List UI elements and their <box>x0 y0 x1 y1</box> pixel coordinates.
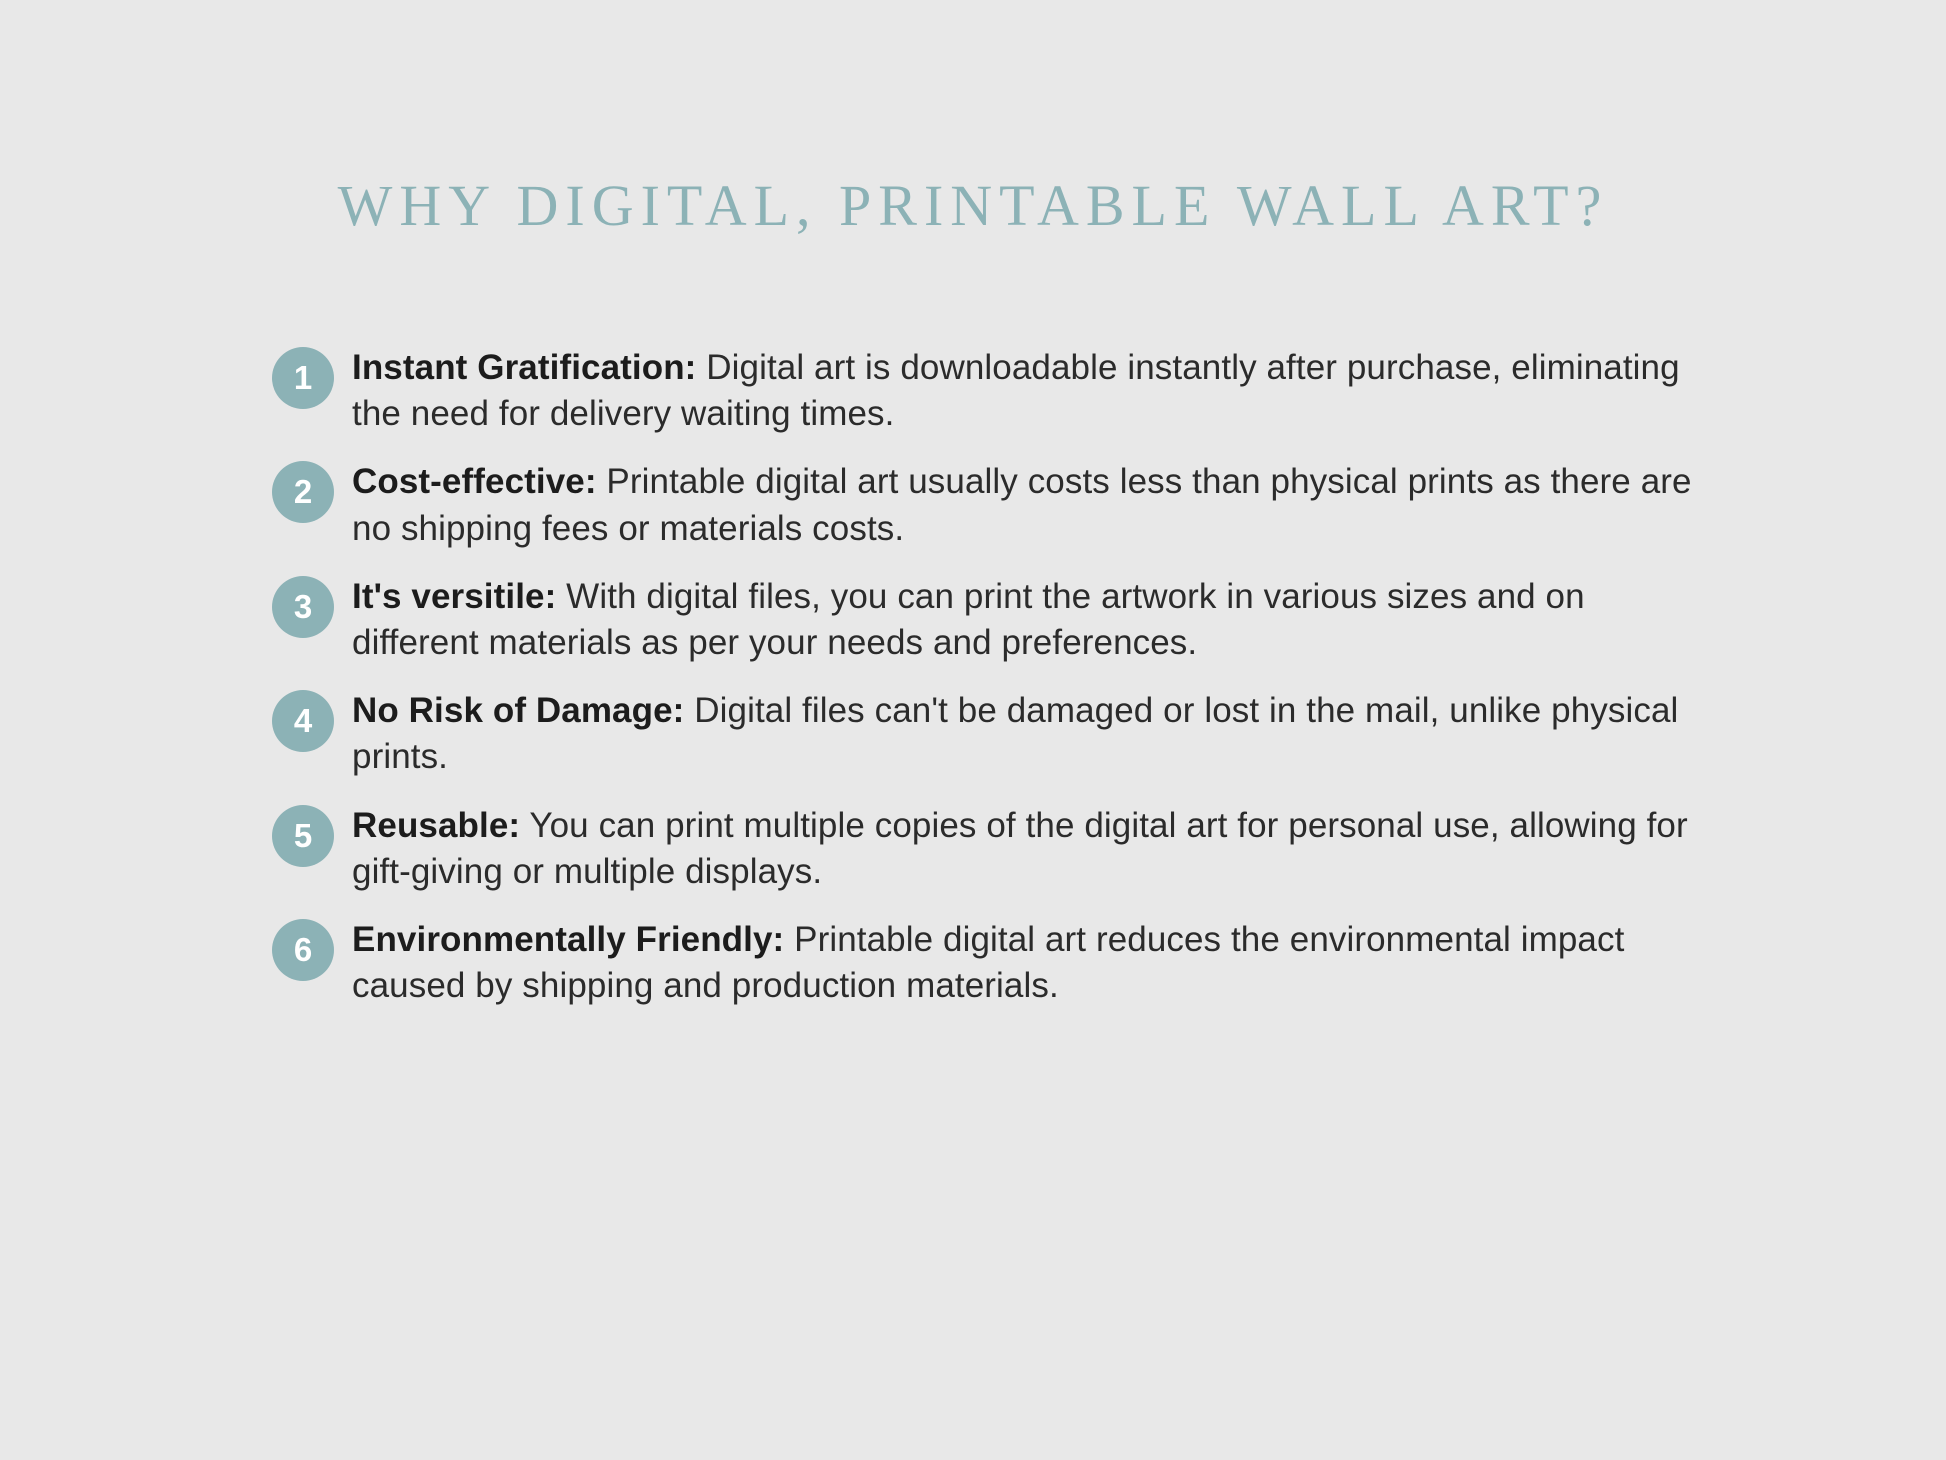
list-item-text <box>352 459 1692 551</box>
list-item <box>272 917 1692 1009</box>
list-item <box>272 574 1692 666</box>
page-title: WHY DIGITAL, PRINTABLE WALL ART? <box>337 173 1609 238</box>
benefits-list <box>272 345 1692 1031</box>
list-item-body: Printable digital art usually costs less than physical prints as there are no shipping fees or materials costs. <box>352 462 1692 548</box>
list-item-body: Printable digital art reduces the environmental impact caused by shipping and production materials. <box>352 919 1625 1006</box>
list-item-number-badge: 4 <box>272 690 334 752</box>
list-item <box>272 688 1692 780</box>
list-item-lead: Environmentally Friendly: <box>352 919 785 959</box>
list-item-body: With digital files, you can print the artwork in various sizes and on different materials as per your needs and preferences. <box>352 576 1585 662</box>
list-item-number-badge: 5 <box>272 805 334 867</box>
list-item-number-badge: 1 <box>272 347 334 409</box>
list-item <box>272 345 1692 437</box>
list-item <box>272 459 1692 551</box>
list-item <box>272 803 1692 895</box>
list-item-lead: Cost-effective: <box>352 462 597 502</box>
list-item-text <box>352 688 1692 780</box>
list-item-body: You can print multiple copies of the digital art for personal use, allowing for gift-giving or multiple displays. <box>352 805 1688 891</box>
list-item-text <box>352 917 1692 1009</box>
list-item-text <box>352 803 1692 895</box>
list-item-lead: Instant Gratification: <box>352 348 697 387</box>
list-item-number-badge: 2 <box>272 461 334 523</box>
list-item-lead: No Risk of Damage: <box>352 691 685 731</box>
list-item-lead: Reusable: <box>352 805 521 845</box>
list-item-body: Digital files can't be damaged or lost in the mail, unlike physical prints. <box>352 691 1679 777</box>
list-item-text <box>352 345 1692 437</box>
list-item-body: Digital art is downloadable instantly after purchase, eliminating the need for delivery waiting times. <box>352 348 1680 434</box>
list-item-number-badge: 3 <box>272 576 334 638</box>
list-item-lead: It's versitile: <box>352 576 557 616</box>
list-item-text <box>352 574 1692 666</box>
list-item-number-badge: 6 <box>272 919 334 981</box>
